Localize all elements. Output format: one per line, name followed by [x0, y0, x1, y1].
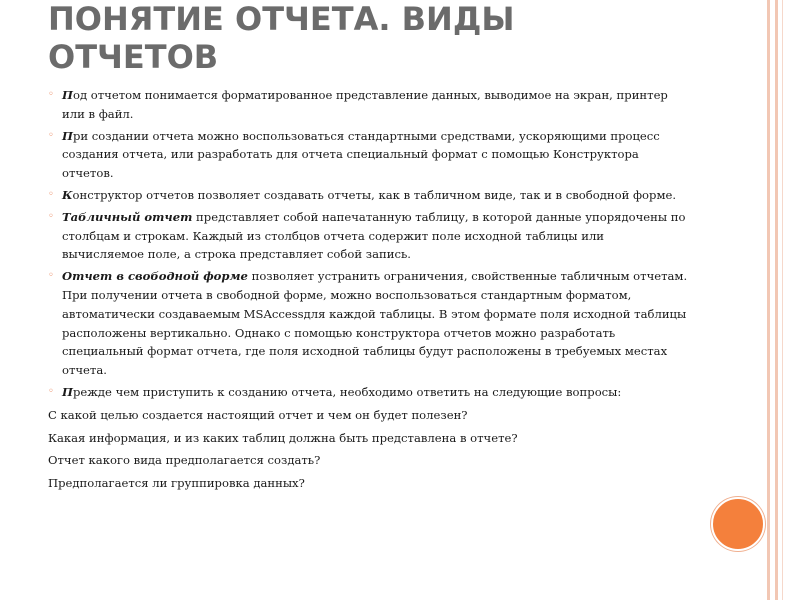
decorative-stripe — [767, 0, 770, 600]
slide-content — [48, 86, 688, 497]
bullet-initial: П — [62, 384, 73, 399]
bullet-item — [48, 383, 688, 402]
bullet-item — [48, 127, 688, 183]
bullet-emphasis: Табличный отчет — [62, 209, 193, 224]
bullet-icon: ◦ — [48, 89, 54, 100]
bullet-item — [48, 267, 688, 380]
bullet-text: представляет собой напечатанную таблицу, в которой данные упорядочены по столбцам и строкам. Каждый из столбцов отчета содержит поле исходной таблицы или вычисляемое поле, а строка представляет собой запись. — [62, 209, 686, 262]
bullet-text: ри создании отчета можно воспользоваться стандартными средствами, ускоряющими процесс создания отчета, или разработать для отчета специальный формат с помощью Конструктора отчетов. — [62, 128, 660, 181]
bullet-icon: ◦ — [48, 385, 54, 397]
bullet-item — [48, 208, 688, 264]
bullet-emphasis: Отчет в свободной форме — [62, 269, 248, 284]
bullet-item — [48, 186, 688, 205]
bullet-icon: ◦ — [48, 129, 54, 141]
bullet-initial: К — [62, 187, 73, 202]
bullet-text: од отчетом понимается форматированное представление данных, выводимое на экран, принтер или в файл. — [62, 88, 668, 121]
bullet-item — [48, 86, 688, 124]
decorative-stripe — [775, 0, 778, 600]
bullet-text: режде чем приступить к созданию отчета, необходимо ответить на следующие вопросы: — [72, 384, 622, 399]
question-item: С какой целью создается настоящий отчет и чем он будет полезен? — [48, 407, 468, 422]
bullet-text: онструктор отчетов позволяет создавать отчеты, как в табличном виде, так и в свободной форме. — [72, 187, 677, 202]
bullet-icon: ◦ — [48, 188, 54, 200]
bullet-text: позволяет устранить ограничения, свойственные табличным отчетам. При получении отчета в свободной форме, можно воспользоваться стандартным форматом, автоматически создаваемым MSAccessдля каждой таблицы. В этом формате поля исходной таблицы расположены вертикально. Однако с помощью конструктора отчетов можно разработать специальный формат отчета, где поля исходной таблицы будут расположены в требуемых местах отчета. — [62, 269, 688, 378]
question-item: Предполагается ли группировка данных? — [48, 476, 305, 491]
question-item: Отчет какого вида предполагается создать? — [48, 453, 321, 468]
bullet-icon: ◦ — [48, 210, 54, 222]
orange-circle-icon — [711, 497, 765, 551]
bullet-icon: ◦ — [48, 270, 54, 282]
bullet-initial: П — [62, 128, 73, 143]
question-item: Какая информация, и из каких таблиц должна быть представлена в отчете? — [48, 430, 518, 445]
page-title: ПОНЯТИЕ ОТЧЕТА. ВИДЫ ОТЧЕТОВ — [48, 0, 515, 76]
bullet-initial: П — [62, 88, 73, 102]
decorative-stripe — [782, 0, 783, 600]
